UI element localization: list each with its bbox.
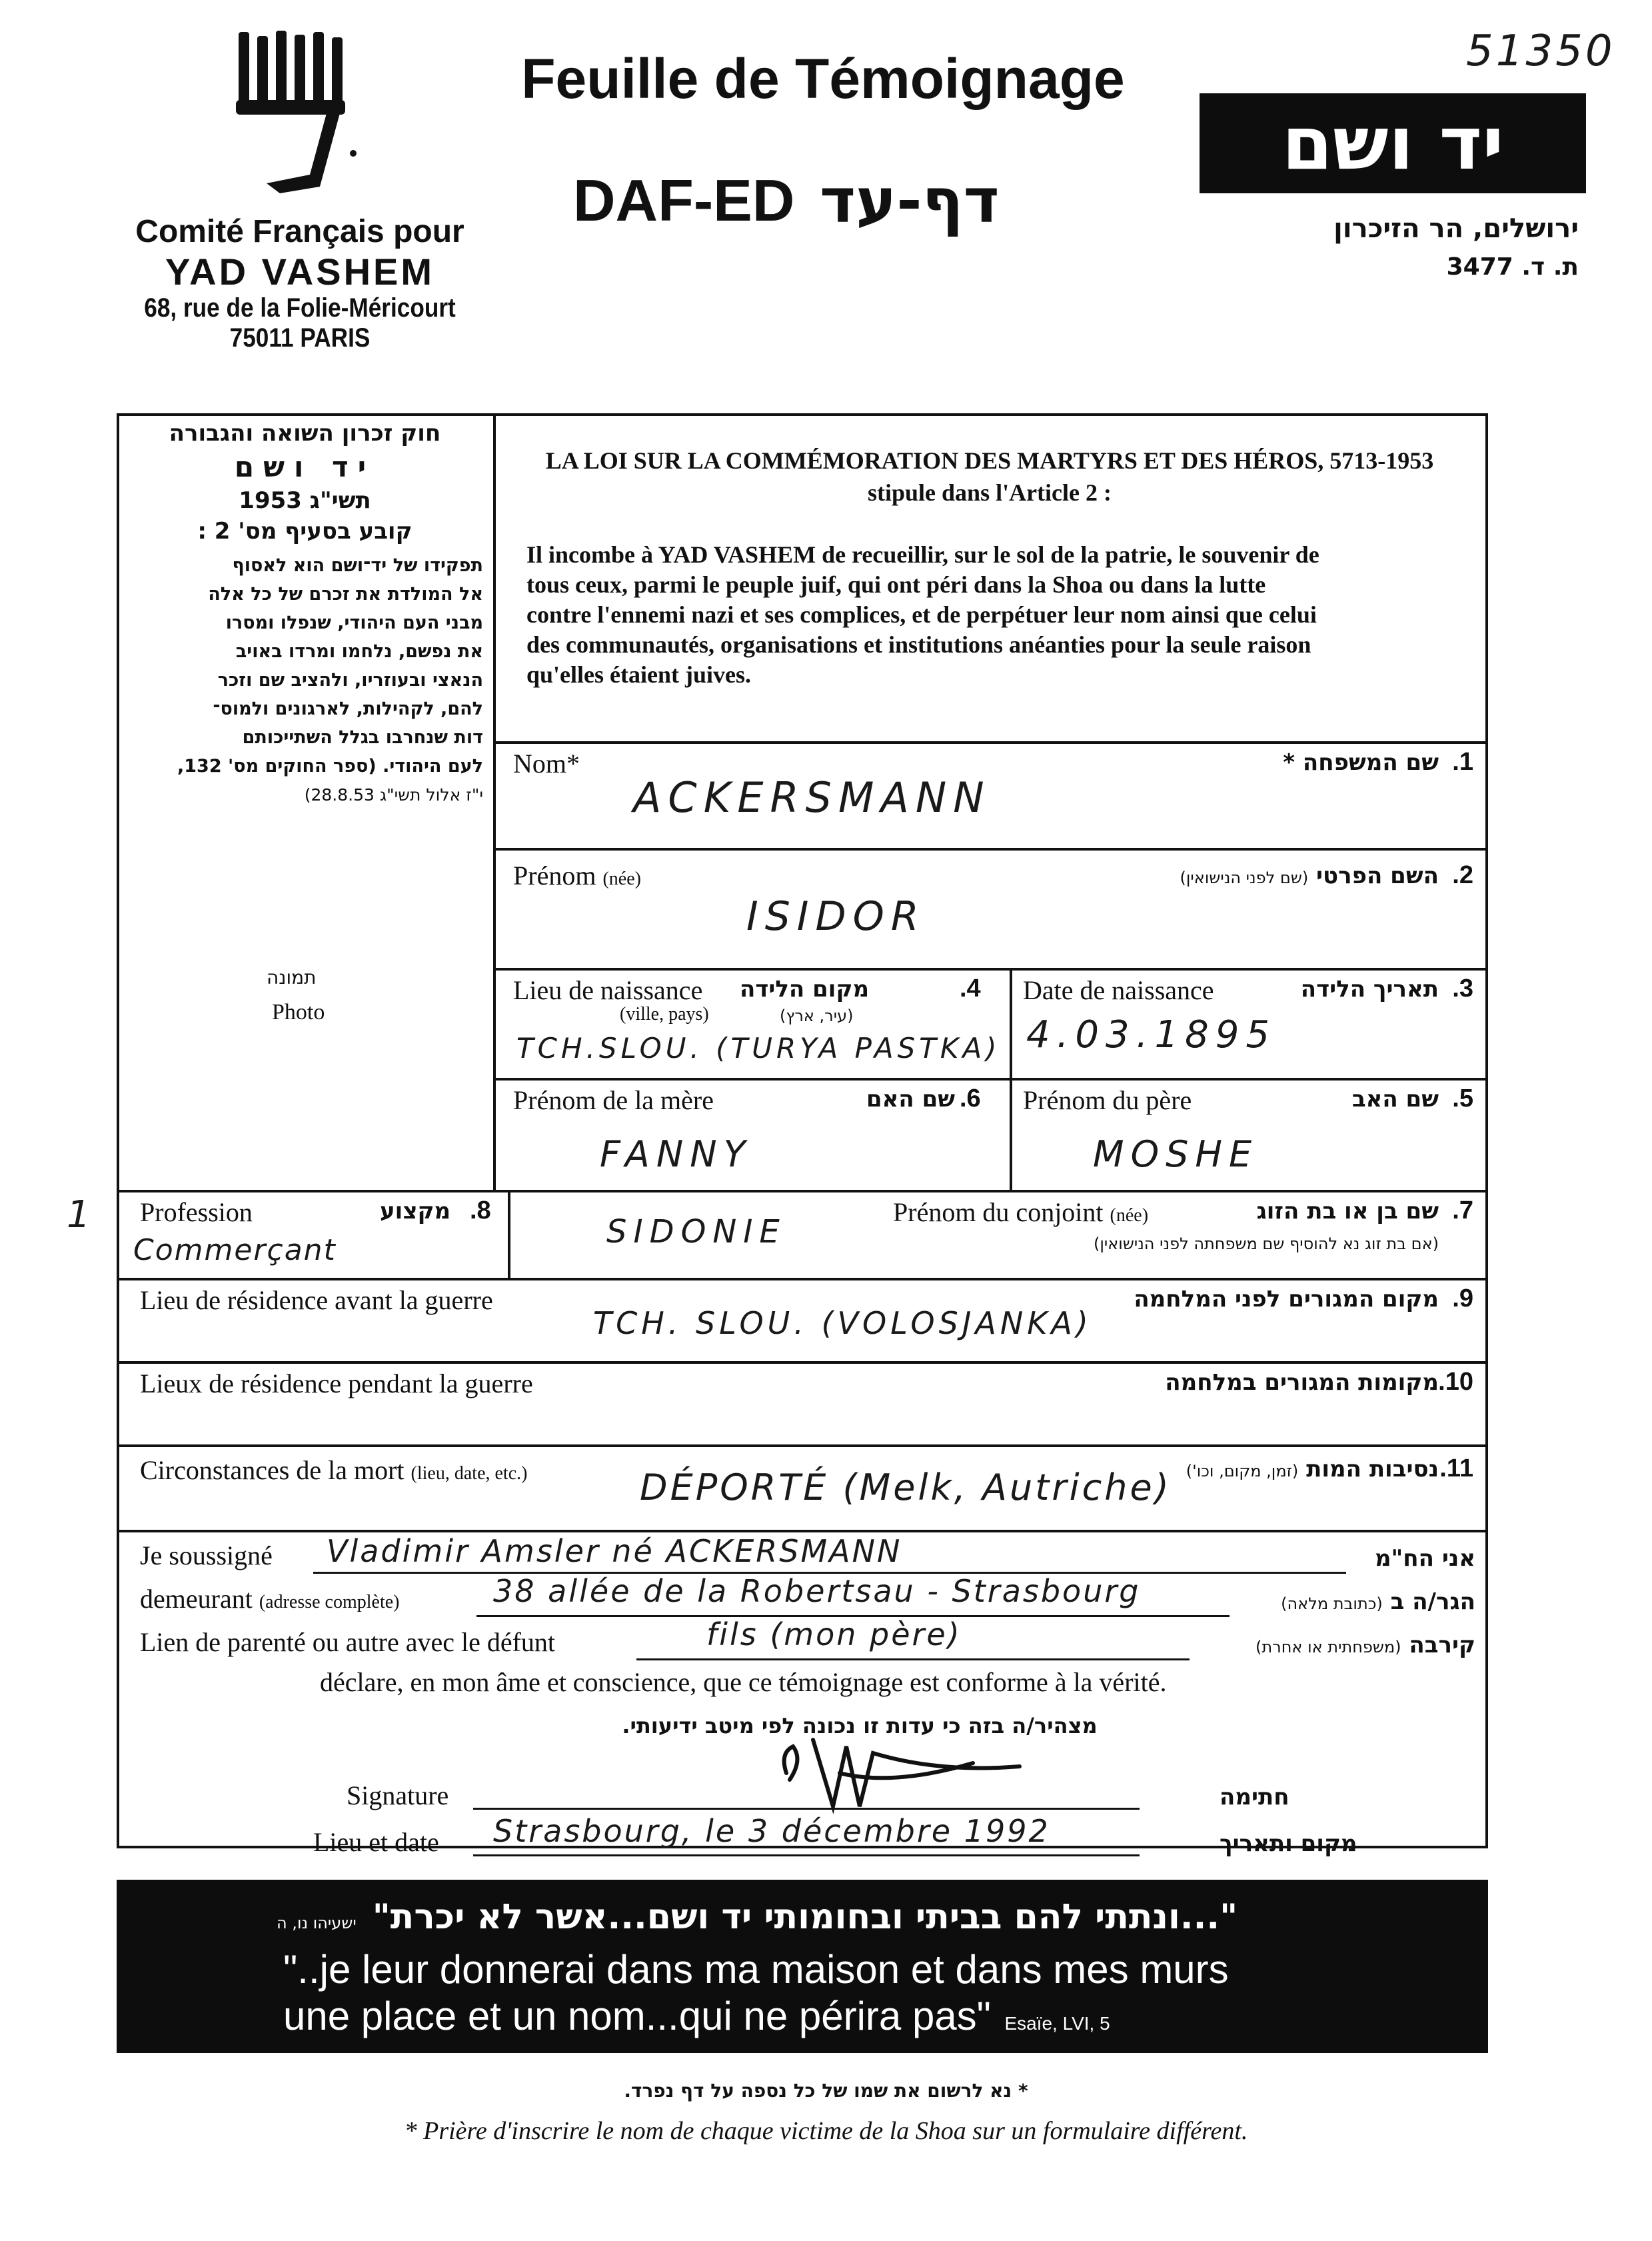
law-text-line: des communautés, organisations et institutions anéanties pour la seule raison bbox=[526, 631, 1311, 658]
committee-line-2: YAD VASHEM bbox=[165, 251, 435, 293]
demeurant-value[interactable]: 38 allée de la Robertsau - Strasbourg bbox=[493, 1573, 1141, 1609]
law-title: LA LOI SUR LA COMMÉMORATION DES MARTYRS ET DES HÉROS, 5713-1953 bbox=[545, 447, 1434, 474]
law-text-line: contre l'ennemi nazi et ses complices, et de perpétuer leur nom ainsi que celui bbox=[526, 601, 1317, 628]
logo-text: יד ושם bbox=[1281, 101, 1504, 186]
field-7-number: .7 bbox=[1452, 1196, 1473, 1224]
field-4-label-note: (ville, pays) bbox=[620, 1004, 709, 1025]
yad-vashem-logo bbox=[1200, 93, 1586, 193]
field-1-label: Nom* bbox=[513, 749, 580, 779]
field-3-label-hebrew: תאריך הלידה bbox=[1300, 976, 1439, 1003]
demeurant-hebrew bbox=[1281, 1588, 1475, 1615]
demeurant-hebrew-text: הגר/ה ב bbox=[1390, 1588, 1475, 1615]
field-11-hebrew-note: (זמן, מקום, וכו') bbox=[1186, 1462, 1299, 1480]
field-2-hebrew-text: השם הפרטי bbox=[1316, 863, 1439, 889]
signature-hebrew: חתימה bbox=[1220, 1784, 1289, 1810]
signature-mark-icon[interactable] bbox=[773, 1733, 1026, 1826]
field-1-number: .1 bbox=[1452, 748, 1473, 776]
po-box: ת. ד. 3477 bbox=[1446, 253, 1579, 281]
committee-line-3: 68, rue de la Folie-Méricourt bbox=[144, 293, 456, 323]
field-10-label: Lieux de résidence pendant la guerre bbox=[140, 1368, 533, 1398]
field-9-number: .9 bbox=[1452, 1284, 1473, 1312]
field-6-label-hebrew: שם האם bbox=[866, 1086, 956, 1113]
law-hebrew-line: דות שנחרבו בגלל השתייכותם bbox=[242, 727, 483, 748]
field-9-label: Lieu de résidence avant la guerre bbox=[140, 1285, 493, 1315]
margin-mark: 1 bbox=[67, 1193, 97, 1236]
field-1-value[interactable]: ACKERSMANN bbox=[633, 773, 991, 822]
field-5-label: Prénom du père bbox=[1023, 1085, 1192, 1115]
field-11-label-text: Circonstances de la mort bbox=[140, 1455, 405, 1485]
field-4-hebrew-note: (עיר, ארץ) bbox=[780, 1007, 854, 1025]
committee-block bbox=[100, 213, 500, 353]
field-3-value[interactable]: 4.03.1895 bbox=[1026, 1013, 1277, 1057]
banner-french-line2-row bbox=[283, 1993, 1110, 2039]
soussigne-hebrew: אני הח"מ bbox=[1374, 1545, 1475, 1572]
law-hebrew-line: אל המולדת את זכרם של כל אלה bbox=[208, 584, 483, 605]
law-hebrew-line: הנאצי ובעוזריו, ולהציב שם וזכר bbox=[217, 670, 483, 691]
committee-line-1: Comité Français pour bbox=[135, 214, 464, 249]
field-2-label bbox=[513, 860, 641, 891]
demeurant-label-note: (adresse complète) bbox=[259, 1592, 400, 1612]
menorah-icon bbox=[227, 27, 360, 213]
field-6-number: .6 bbox=[960, 1085, 981, 1113]
date-hebrew: מקום ותאריך bbox=[1220, 1830, 1357, 1857]
field-8-label: Profession bbox=[140, 1197, 253, 1227]
subtitle-hebrew: דף-עד bbox=[820, 165, 1000, 237]
photo-label-hebrew: תמונה bbox=[267, 967, 317, 989]
field-5-value[interactable]: MOSHE bbox=[1093, 1133, 1259, 1175]
soussigne-label: Je soussigné bbox=[140, 1540, 273, 1570]
field-2-label-note: (née) bbox=[602, 869, 641, 889]
field-2-value[interactable]: ISIDOR bbox=[746, 893, 926, 940]
field-11-label bbox=[140, 1454, 527, 1486]
law-hebrew-line: תפקידו של יד־ושם הוא לאסוף bbox=[232, 555, 483, 576]
law-text-line: qu'elles étaient juives. bbox=[526, 661, 751, 688]
field-4-value[interactable]: TCH.SLOU. (TURYA PASTKA) bbox=[516, 1032, 1001, 1065]
field-5-number: .5 bbox=[1452, 1085, 1473, 1113]
law-hebrew-line: יד ושם bbox=[234, 451, 376, 483]
law-text-line: Il incombe à YAD VASHEM de recueillir, sur le sol de la patrie, le souvenir de bbox=[526, 541, 1319, 568]
footer-hebrew-note: * נא לרשום את שמו של כל נספה על דף נפרד. bbox=[624, 2080, 1028, 2102]
field-4-label: Lieu de naissance bbox=[513, 975, 703, 1005]
lien-hebrew-note: (משפחתית או אחרת) bbox=[1255, 1638, 1401, 1656]
field-7-label bbox=[893, 1196, 1148, 1228]
field-10-number: .10 bbox=[1438, 1368, 1473, 1396]
field-9-value[interactable]: TCH. SLOU. (VOLOSJANKA) bbox=[593, 1305, 1092, 1341]
banner-hebrew: "...ונתתי להם בביתי ובחומותי יד ושם...אשר לא יכרת" bbox=[372, 1897, 1238, 1937]
field-7-value[interactable]: SIDONIE bbox=[606, 1213, 786, 1250]
field-7-label-text: Prénom du conjoint bbox=[893, 1197, 1104, 1227]
lien-value[interactable]: fils (mon père) bbox=[706, 1616, 962, 1652]
photo-label: Photo bbox=[272, 1000, 325, 1025]
field-3-label: Date de naissance bbox=[1023, 975, 1214, 1005]
subtitle-latin: DAF-ED bbox=[573, 167, 795, 233]
date-value[interactable]: Strasbourg, le 3 décembre 1992 bbox=[493, 1813, 1050, 1849]
banner-french-line1: "..je leur donnerai dans ma maison et dans mes murs bbox=[283, 1947, 1229, 1992]
field-8-number: .8 bbox=[470, 1196, 491, 1224]
banner-french-line2: une place et un nom...qui ne périra pas" bbox=[283, 1994, 991, 2038]
field-11-label-hebrew bbox=[1186, 1456, 1439, 1482]
field-2-number: .2 bbox=[1452, 861, 1473, 889]
demeurant-label bbox=[140, 1583, 399, 1614]
address-hebrew: ירושלים, הר הזיכרון bbox=[1333, 213, 1579, 244]
field-11-label-note: (lieu, date, etc.) bbox=[411, 1463, 528, 1484]
banner-french-ref: Esaïe, LVI, 5 bbox=[1004, 2013, 1110, 2034]
archive-number: 51350 bbox=[1466, 27, 1615, 76]
law-text-line: tous ceux, parmi le peuple juif, qui ont péri dans la Shoa ou dans la lutte bbox=[526, 571, 1266, 598]
field-11-hebrew-text: נסיבות המות bbox=[1306, 1456, 1439, 1482]
field-8-label-hebrew: מקצוע bbox=[380, 1198, 451, 1224]
declare-text: déclare, en mon âme et conscience, que ce témoignage est conforme à la vérité. bbox=[320, 1667, 1167, 1697]
field-10-label-hebrew: מקומות המגורים במלחמה bbox=[1165, 1369, 1439, 1396]
field-1-label-hebrew: שם המשפחה * bbox=[1283, 749, 1439, 776]
field-9-label-hebrew: מקום המגורים לפני המלחמה bbox=[1134, 1286, 1439, 1312]
page-title: Feuille de Témoignage bbox=[521, 47, 1125, 110]
field-2-label-text: Prénom bbox=[513, 861, 596, 891]
law-subtitle: stipule dans l'Article 2 : bbox=[868, 479, 1112, 506]
law-hebrew-line: לעם היהודי. (ספר החוקים מס' 132, bbox=[177, 756, 483, 777]
law-text bbox=[526, 540, 1466, 690]
date-label: Lieu et date bbox=[313, 1827, 439, 1857]
soussigne-value[interactable]: Vladimir Amsler né ACKERSMANN bbox=[327, 1533, 902, 1569]
field-6-value[interactable]: FANNY bbox=[600, 1133, 752, 1175]
field-5-label-hebrew: שם האב bbox=[1351, 1086, 1439, 1113]
declare-hebrew: מצהיר/ה בזה כי עדות זו נכונה לפי מיטב ידיעותי. bbox=[622, 1713, 1098, 1738]
law-hebrew-block bbox=[127, 420, 483, 809]
banner-hebrew-row bbox=[277, 1897, 1456, 1937]
committee-line-4: 75011 PARIS bbox=[229, 323, 371, 353]
law-hebrew-line: להם, לקהילות, לארגונים ולמוס־ bbox=[213, 699, 483, 719]
field-11-number: .11 bbox=[1439, 1454, 1473, 1482]
law-hebrew-line: קובע בסעיף מס' 2 : bbox=[197, 518, 413, 545]
field-2-hebrew-note: (שם לפני הנישואין) bbox=[1180, 869, 1309, 887]
demeurant-label-text: demeurant bbox=[140, 1584, 253, 1614]
banner-hebrew-ref: ישעיהו נו, ה bbox=[277, 1914, 357, 1932]
field-7-label-note: (née) bbox=[1110, 1205, 1149, 1226]
field-2-label-hebrew bbox=[1180, 863, 1439, 889]
law-hebrew-line: תשי"ג 1953 bbox=[239, 487, 371, 514]
lien-label: Lien de parenté ou autre avec le défunt bbox=[140, 1627, 556, 1657]
law-hebrew-line: את נפשם, נלחמו ומרדו באויב bbox=[235, 641, 483, 662]
lien-hebrew bbox=[1255, 1632, 1475, 1658]
field-4-number: .4 bbox=[960, 975, 981, 1003]
field-7-label-hebrew: שם בן או בת הזוג bbox=[1256, 1198, 1439, 1224]
field-11-value[interactable]: DÉPORTÉ (Melk, Autriche) bbox=[640, 1466, 1172, 1508]
field-8-value[interactable]: Commerçant bbox=[133, 1233, 337, 1267]
demeurant-hebrew-note: (כתובת מלאה) bbox=[1281, 1594, 1383, 1613]
footer-french-note: * Prière d'inscrire le nom de chaque victime de la Shoa sur un formulaire différent. bbox=[404, 2117, 1248, 2145]
field-3-number: .3 bbox=[1452, 975, 1473, 1003]
law-hebrew-line: י"ז אלול תשי"ג 28.8.53) bbox=[304, 785, 483, 805]
signature-label: Signature bbox=[347, 1780, 449, 1810]
lien-hebrew-text: קירבה bbox=[1409, 1632, 1475, 1658]
law-hebrew-line: מבני העם היהודי, שנפלו ומסרו bbox=[225, 613, 483, 633]
field-4-label-hebrew: מקום הלידה bbox=[740, 976, 870, 1003]
quote-banner bbox=[117, 1880, 1488, 2053]
law-hebrew-line: חוק זכרון השואה והגבורה bbox=[169, 420, 441, 447]
field-7-hebrew-note: (אם בת זוג נא להוסיף שם משפחתה לפני הנישואין) bbox=[1093, 1234, 1439, 1253]
field-6-label: Prénom de la mère bbox=[513, 1085, 714, 1115]
